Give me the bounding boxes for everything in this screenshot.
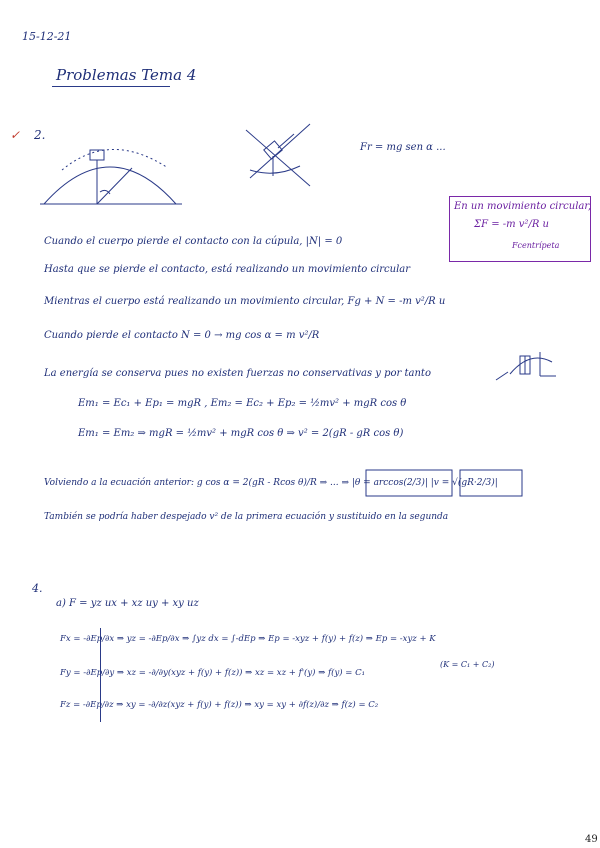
equation-line: Fy = -∂Ep/∂y ⇒ xz = -∂/∂y(xyz + f(y) + f(z)) ⇒ xz = xz + f'(y) ⇒ f(y) = C₁ — [60, 668, 366, 678]
check-mark-icon: ✓ — [10, 128, 21, 142]
note-line-3: Fcentrípeta — [512, 241, 560, 250]
free-body-diagram — [246, 124, 310, 186]
equation-line: Em₁ = Em₂ ⇒ mgR = ½mv² + mgR cos θ ⇒ v² = 2(gR - gR cos θ) — [78, 428, 404, 439]
text-line: La energía se conserva pues no existen fuerzas no conservativas y por tanto — [44, 368, 431, 379]
equation-line: Fx = -∂Ep/∂x ⇒ yz = -∂Ep/∂x ⇒ ∫yz dx = ∫-dEp ⇒ Ep = -xyz + f(y) + f(z) ⇒ Ep = -xyz + K — [60, 634, 436, 644]
text-line: También se podría haber despejado v² de la primera ecuación y sustituido en la segunda — [44, 512, 449, 522]
side-diagram — [496, 352, 556, 380]
equation-line: Em₁ = Ec₁ + Ep₁ = mgR , Em₂ = Ec₂ + Ep₂ = ½mv² + mgR cos θ — [78, 398, 407, 409]
page-title: Problemas Tema 4 — [56, 66, 197, 84]
page-number: 49 — [585, 834, 598, 845]
problem-number: 2. — [34, 128, 46, 142]
field-definition: a) F = yz ux + xz uy + xy uz — [56, 598, 199, 609]
note-line-1: En un movimiento circular, — [454, 201, 592, 212]
text-line: Cuando el cuerpo pierde el contacto con la cúpula, |N| = 0 — [44, 236, 343, 247]
problem-number: 4. — [32, 582, 43, 595]
circular-motion-note — [449, 196, 591, 262]
text-line: Mientras el cuerpo está realizando un movimiento circular, Fg + N = -m v²/R u — [44, 296, 446, 307]
text-line: Cuando pierde el contacto N = 0 → mg cos α = m v²/R — [44, 330, 320, 341]
dome-diagram — [40, 149, 182, 204]
text-line: Hasta que se pierde el contacto, está realizando un movimiento circular — [44, 264, 411, 275]
note-line-2: ΣF = -m v²/R u — [474, 219, 549, 230]
equation-line: Fz = -∂Ep/∂z ⇒ xy = -∂/∂z(xyz + f(y) + f(z)) ⇒ xy = xy + ∂f(z)/∂z ⇒ f(z) = C₂ — [60, 700, 379, 710]
result-line: Volviendo a la ecuación anterior: g cos α = 2(gR - Rcos θ)/R ⇒ ... ⇒ |θ = arccos(2/3)| |v = √(gR·2/3)| — [44, 478, 498, 488]
free-body-label: Fr = mg sen α ... — [360, 142, 446, 153]
constant-note: (K = C₁ + C₂) — [440, 660, 495, 669]
date: 15-12-21 — [22, 30, 72, 43]
